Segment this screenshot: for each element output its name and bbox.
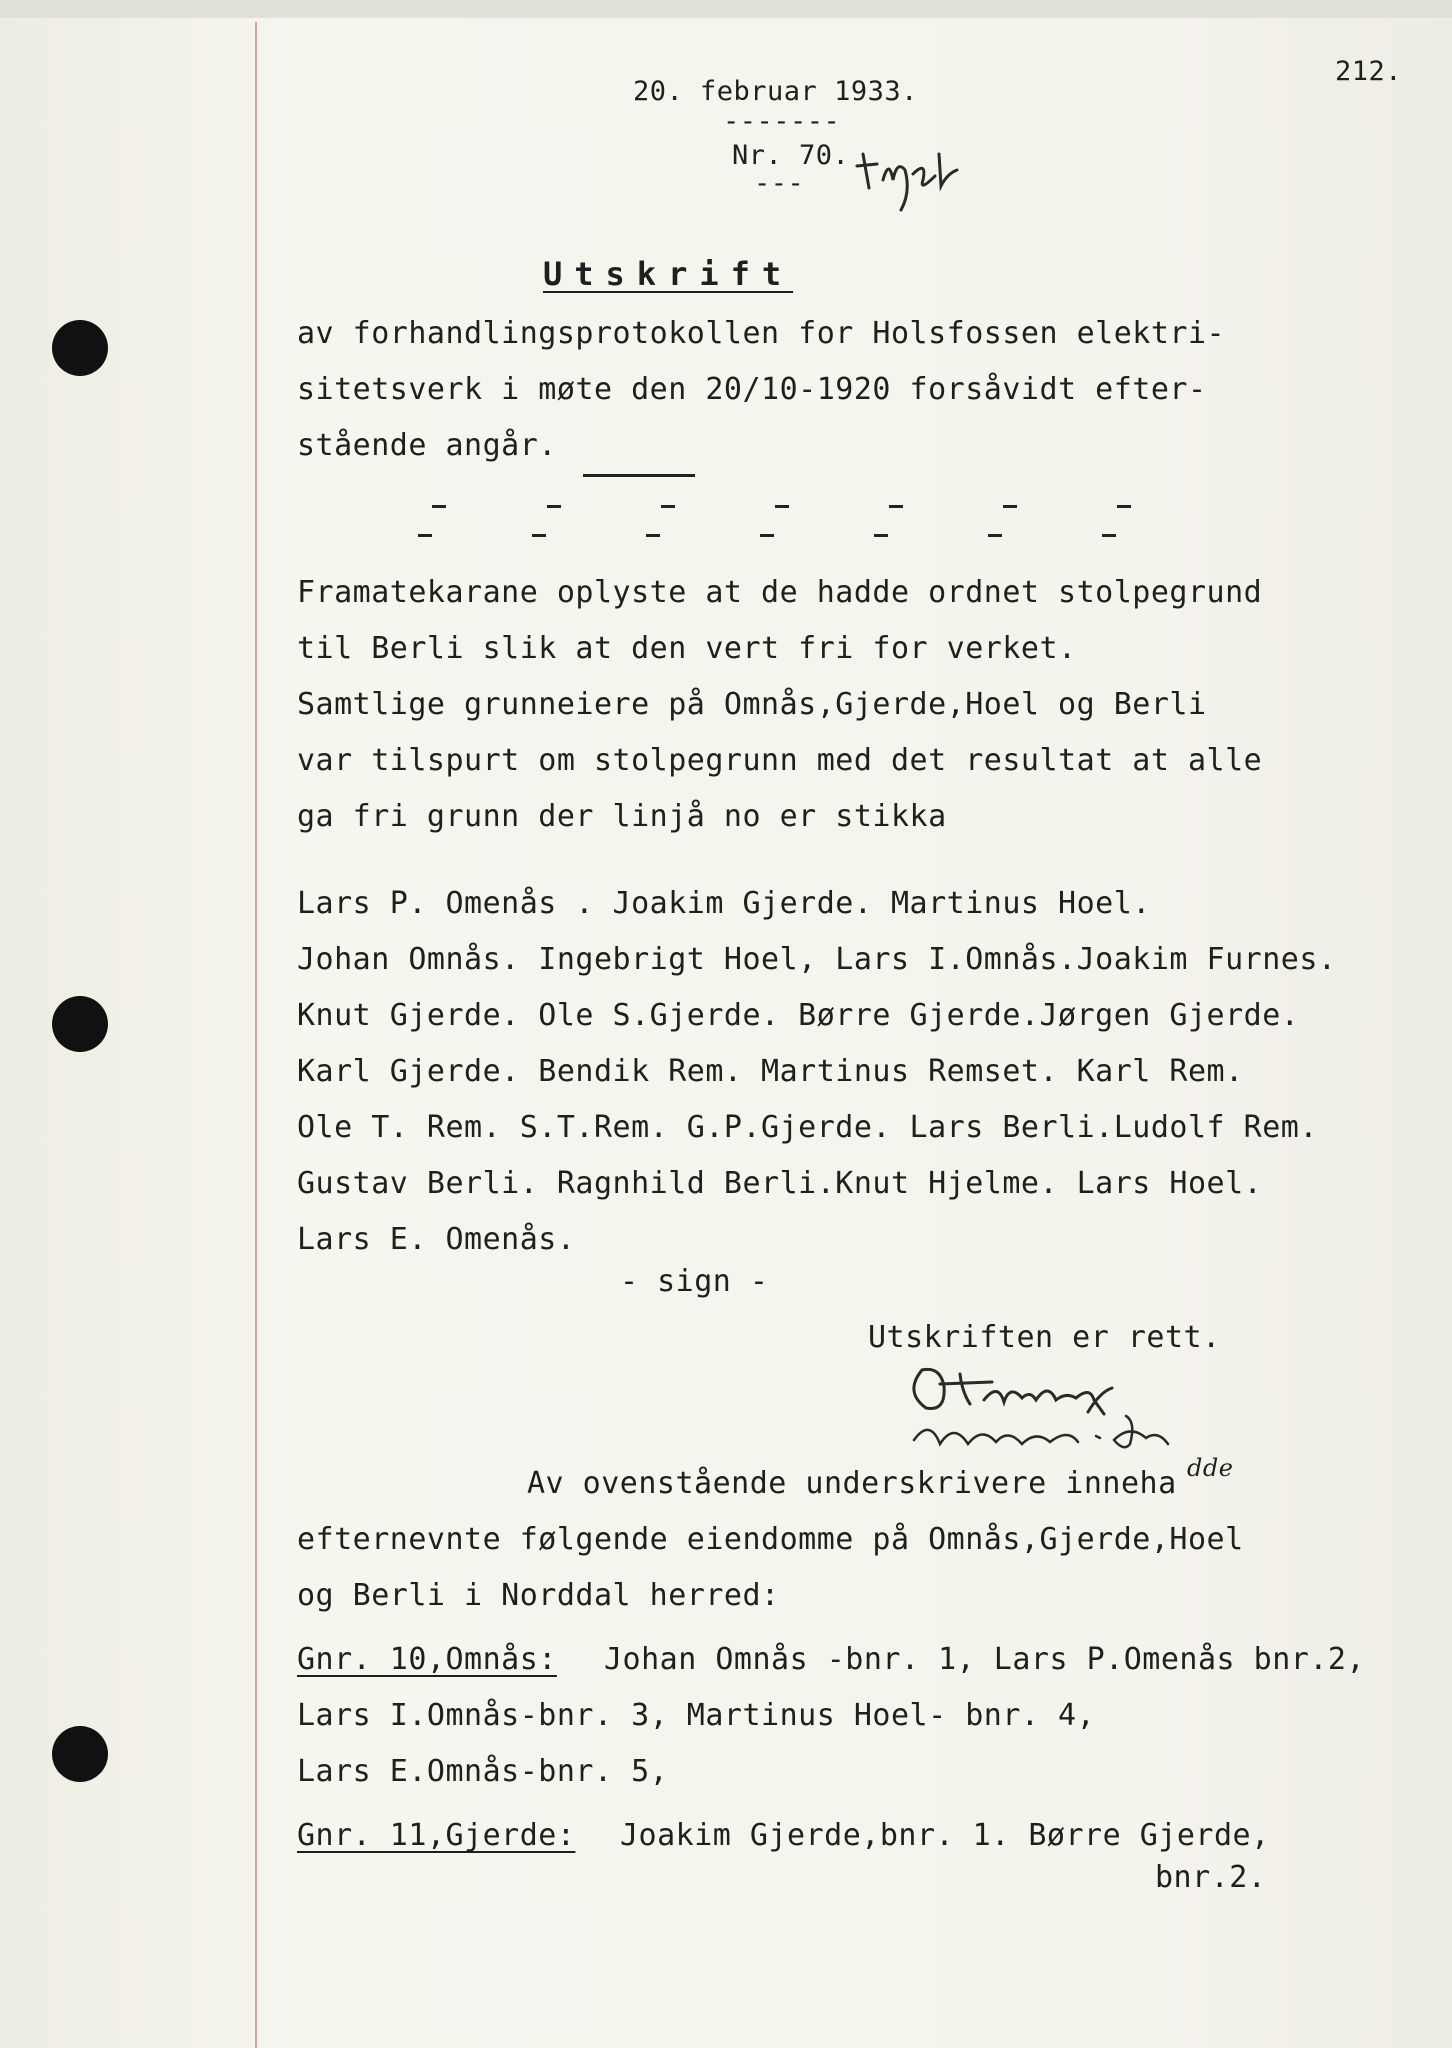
intro-line: stående angår. <box>297 428 557 463</box>
paragraph-line: Av ovenstående underskrivere inneha <box>527 1466 1177 1501</box>
separator: ------- <box>723 106 841 137</box>
page-number: 212. <box>1335 56 1403 87</box>
name-line: Karl Gjerde. Bendik Rem. Martinus Remset. Karl Rem. <box>297 1054 1244 1089</box>
name-line: Knut Gjerde. Ole S.Gjerde. Børre Gjerde.Jørgen Gjerde. <box>297 998 1300 1033</box>
property-line: Joakim Gjerde,bnr. 1. Børre Gjerde, <box>620 1818 1270 1853</box>
sign-text: - sign - <box>620 1264 769 1299</box>
body-line: Samtlige grunneiere på Omnås,Gjerde,Hoel og Berli <box>297 687 1207 722</box>
intro-line: sitetsverk i møte den 20/10-1920 forsåvidt efter- <box>297 372 1207 407</box>
name-line: Lars E. Omenås. <box>297 1222 576 1257</box>
body-line: Framatekarane oplyste at de hadde ordnet stolpegrund <box>297 575 1263 610</box>
property-label: Gnr. 10,Omnås: <box>297 1642 557 1677</box>
scan-edge <box>0 0 1452 18</box>
handwritten-mark <box>855 140 975 220</box>
name-line: Lars P. Omenås . Joakim Gjerde. Martinus Hoel. <box>297 886 1151 921</box>
name-line: Ole T. Rem. S.T.Rem. G.P.Gjerde. Lars Berli.Ludolf Rem. <box>297 1110 1318 1145</box>
name-line: Gustav Berli. Ragnhild Berli.Knut Hjelme. Lars Hoel. <box>297 1166 1263 1201</box>
body-line: ga fri grunn der linjå no er stikka <box>297 799 947 834</box>
separator: --- <box>754 168 805 199</box>
name-line: Johan Omnås. Ingebrigt Hoel, Lars I.Omnås.Joakim Furnes. <box>297 942 1337 977</box>
entry-number: Nr. 70. <box>732 140 850 171</box>
document-heading: Utskrift <box>543 255 794 293</box>
separator-rule <box>583 474 695 477</box>
body-line: til Berli slik at den vert fri for verket. <box>297 631 1077 666</box>
property-line: Lars I.Omnås-bnr. 3, Martinus Hoel- bnr. 4, <box>297 1698 1096 1733</box>
punch-hole-icon <box>52 320 108 376</box>
intro-line: av forhandlingsprotokollen for Holsfossen elektri- <box>297 316 1226 351</box>
punch-hole-icon <box>52 1726 108 1782</box>
property-line: Lars E.Omnås-bnr. 5, <box>297 1754 669 1789</box>
punch-hole-icon <box>52 996 108 1052</box>
date-line: 20. februar 1933. <box>633 76 918 107</box>
body-line: var tilspurt om stolpegrunn med det resultat at alle <box>297 743 1263 778</box>
property-label: Gnr. 11,Gjerde: <box>297 1818 576 1853</box>
handwritten-insert: dde <box>1187 1454 1234 1482</box>
property-line: bnr.2. <box>1155 1860 1267 1895</box>
paragraph-line: efternevnte følgende eiendomme på Omnås,Gjerde,Hoel <box>297 1522 1244 1557</box>
certified-text: Utskriften er rett. <box>868 1320 1221 1355</box>
margin-rule <box>255 22 257 2048</box>
property-line: Johan Omnås -bnr. 1, Lars P.Omenås bnr.2, <box>604 1642 1366 1677</box>
paragraph-line: og Berli i Norddal herred: <box>297 1578 780 1613</box>
